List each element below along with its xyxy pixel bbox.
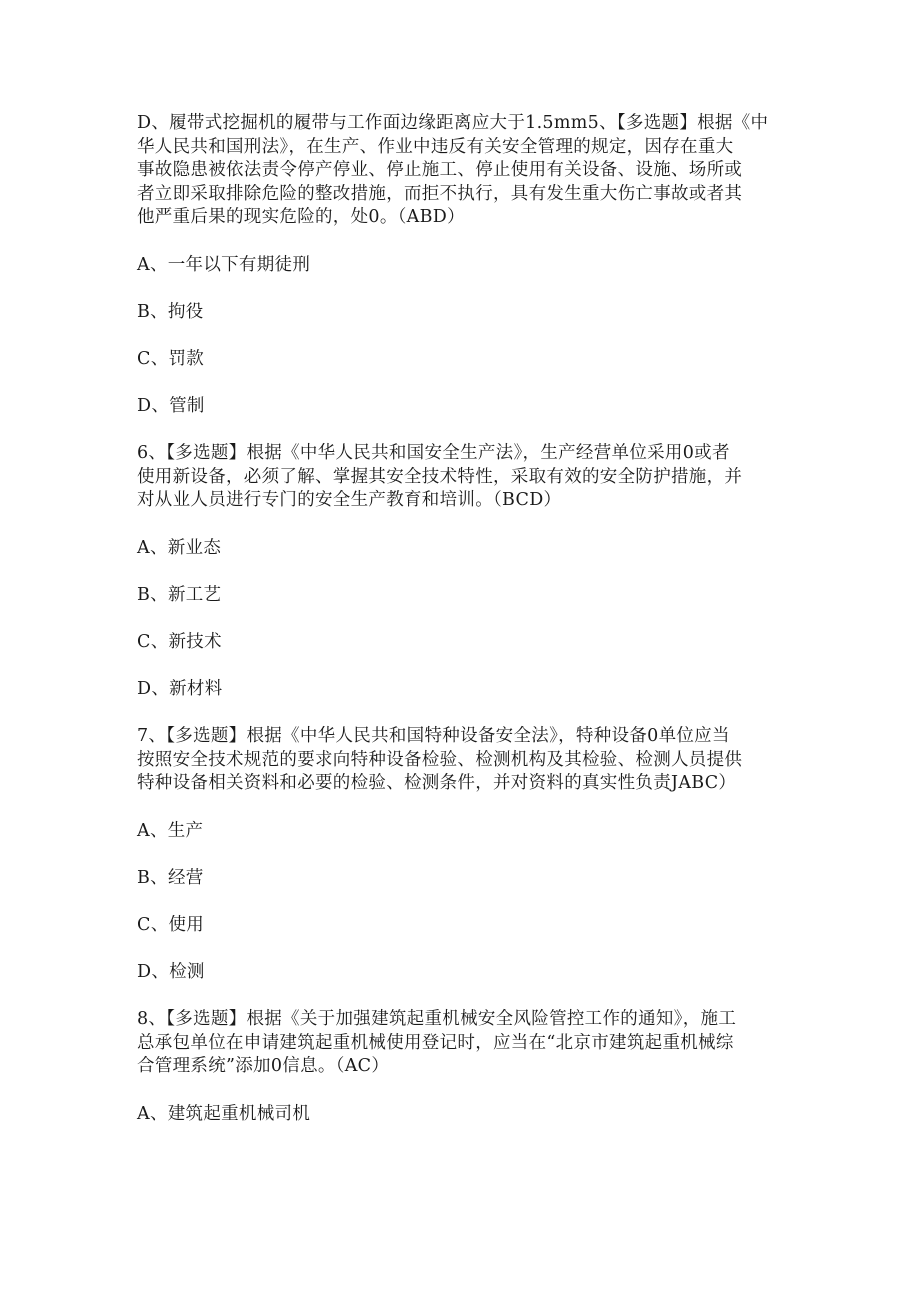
question-text: 7、【多选题】根据《中华人民共和国特种设备安全法》，特种设备0单位应当 按照安全技术规范的要求向特种设备检验、检测机构及其检验、检测人员提供 特种设备相关资料和必要的检验、检测条件，并对资料的真实性负责JABC） <box>137 726 743 793</box>
question-text: 6、【多选题】根据《中华人民共和国安全生产法》，生产经营单位采用0或者 使用新设备，必须了解、掌握其安全技术特性，采取有效的安全防护措施，并 对从业人员进行专门的安全生产教育和培训。（BCD） <box>137 443 743 510</box>
option-a: A、建筑起重机械司机 <box>137 1103 311 1124</box>
question-text: 8、【多选题】根据《关于加强建筑起重机械安全风险管控工作的通知》，施工 总承包单位在申请建筑起重机械使用登记时，应当在“北京市建筑起重机械综 合管理系统”添加0信息。（AC） <box>137 1009 737 1076</box>
option-a: A、生产 <box>137 820 204 841</box>
option-b: B、拘役 <box>137 301 204 322</box>
option-d: D、管制 <box>137 395 205 416</box>
option-a: A、一年以下有期徒刑 <box>137 254 311 275</box>
option-b: B、经营 <box>137 867 204 888</box>
option-d: D、新材料 <box>137 678 223 699</box>
option-b: B、新工艺 <box>137 584 222 605</box>
option-c: C、使用 <box>137 914 205 935</box>
question-text: D、履带式挖掘机的履带与工作面边缘距离应大于1.5mm5、【多选题】根据《中 华人民共和国刑法》，在生产、作业中违反有关安全管理的规定，因存在重大 事故隐患被依法责令停产停业、停止施工、停止使用有关设备、设施、场所或 者立即采取排除危险的整改措施，而拒不执行，具有发生重大伤亡事故或者其 他严重后果的现实危险的，处0。（ABD） <box>137 113 769 227</box>
option-a: A、新业态 <box>137 537 222 558</box>
option-d: D、检测 <box>137 961 205 982</box>
option-c: C、罚款 <box>137 348 205 369</box>
document-page <box>137 112 787 1126</box>
option-c: C、新技术 <box>137 631 222 652</box>
